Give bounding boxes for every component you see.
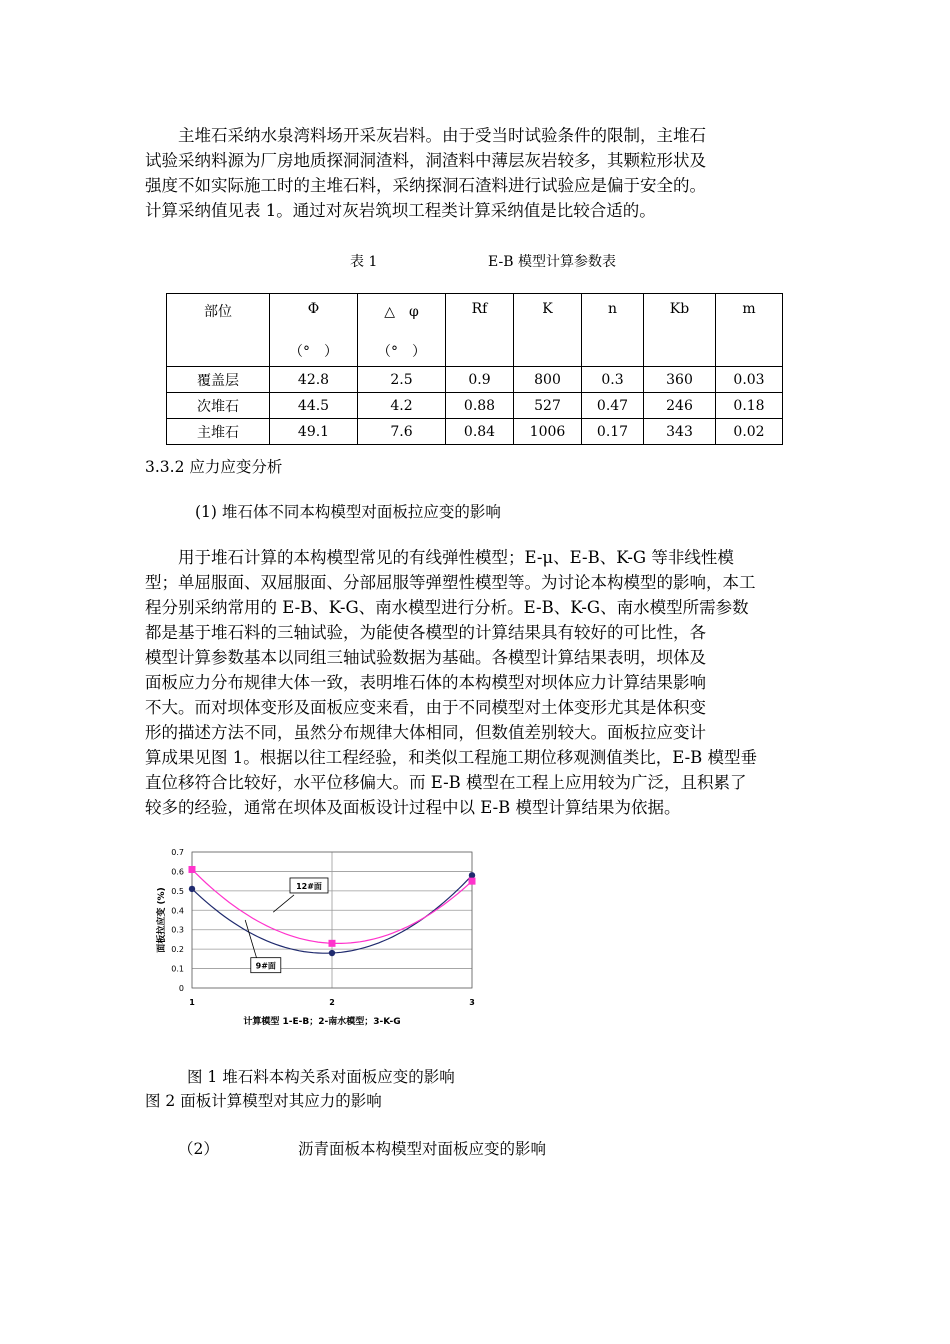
data-point: [469, 878, 476, 885]
paragraph-line: 程分别采纳常用的 E-B、K-G、南水模型进行分析。E-B、K-G、南水模型所需参数: [145, 598, 749, 617]
paragraph-line: 试验采纳料源为厂房地质探洞洞渣料，洞渣料中薄层灰岩较多，其颗粒形状及: [145, 151, 706, 170]
header-cell: Φ （° ）: [270, 294, 358, 367]
y-tick-label: 0.7: [171, 848, 184, 857]
table-cell: 0.02: [716, 419, 783, 445]
table-row: [167, 367, 783, 393]
x-tick-label: 1: [189, 998, 195, 1007]
data-point: [469, 872, 475, 878]
table-cell: 主堆石: [167, 419, 270, 445]
intro-paragraph: [145, 123, 805, 223]
table-cell: 0.18: [716, 393, 783, 419]
y-tick-label: 0.1: [171, 964, 184, 974]
table-cell: 42.8: [270, 367, 358, 393]
y-tick-label: 0.6: [171, 867, 184, 877]
paragraph-line: 型；单屈服面、双屈服面、分部屈服等弹塑性模型等。为讨论本构模型的影响，本工: [145, 573, 756, 592]
table-cell: 246: [644, 393, 716, 419]
table-cell: 0.03: [716, 367, 783, 393]
header-cell: Kb: [644, 294, 716, 367]
table-row: [167, 419, 783, 445]
table-cell: 360: [644, 367, 716, 393]
table-cell: 0.9: [446, 367, 514, 393]
table-cell: 2.5: [358, 367, 446, 393]
header-cell: △ φ （° ）: [358, 294, 446, 367]
x-axis-title: 计算模型 1-E-B；2-南水模型；3-K-G: [243, 1017, 401, 1027]
subheading-2-text: 沥青面板本构模型对面板应变的影响: [298, 1140, 547, 1158]
table-cell: 527: [514, 393, 582, 419]
y-axis-title: 面板拉应变 (%): [157, 887, 167, 953]
table-cell: 0.88: [446, 393, 514, 419]
series-label: 9#面: [255, 961, 276, 971]
table-cell: 0.3: [582, 367, 644, 393]
paragraph-line: 计算采纳值见表 1。通过对灰岩筑坝工程类计算采纳值是比较合适的。: [145, 201, 656, 220]
data-point: [329, 950, 335, 956]
paragraph-line: 主堆石采纳水泉湾料场开采灰岩料。由于受当时试验条件的限制，主堆石: [178, 126, 706, 145]
header-cell: m: [716, 294, 783, 367]
data-point: [189, 886, 195, 892]
series-label: 12#面: [296, 881, 322, 891]
subheading-1: (1) 堆石体不同本构模型对面板拉应变的影响: [195, 503, 501, 521]
figure1-caption: 图 1 堆石料本构关系对面板应变的影响: [187, 1068, 455, 1086]
table-cell: 1006: [514, 419, 582, 445]
table-cell: 800: [514, 367, 582, 393]
figure2-caption: 图 2 面板计算模型对其应力的影响: [145, 1092, 382, 1110]
table-label: 表 1: [350, 254, 378, 270]
x-tick-label: 3: [469, 998, 475, 1007]
table-cell: 0.84: [446, 419, 514, 445]
y-tick-label: 0.2: [171, 945, 184, 955]
subheading-2-number: （2）: [178, 1140, 219, 1158]
paragraph-line: 较多的经验，通常在坝体及面板设计过程中以 E-B 模型计算结果为依据。: [145, 798, 681, 817]
table-cell: 次堆石: [167, 393, 270, 419]
table-title: E-B 模型计算参数表: [488, 254, 616, 270]
paragraph-line: 强度不如实际施工时的主堆石料，采纳探洞石渣料进行试验应是偏于安全的。: [145, 176, 706, 195]
callout-leader: [245, 920, 257, 959]
body-paragraph: [145, 545, 805, 820]
header-cell: 部位: [167, 294, 270, 367]
x-tick-label: 2: [329, 998, 335, 1007]
strain-chart: [140, 840, 500, 1030]
chart-labels: [155, 848, 475, 1027]
paragraph-line: 面板应力分布规律大体一致，表明堆石体的本构模型对坝体应力计算结果影响: [145, 673, 706, 692]
y-tick-label: 0.5: [171, 886, 184, 896]
table-header-row: [167, 294, 783, 367]
header-cell: K: [514, 294, 582, 367]
table-cell: 0.47: [582, 393, 644, 419]
y-tick-label: 0: [178, 984, 184, 993]
table-cell: 49.1: [270, 419, 358, 445]
parameter-table: [166, 293, 783, 445]
header-cell: n: [582, 294, 644, 367]
paragraph-line: 算成果见图 1。根据以往工程经验，和类似工程施工期位移观测值类比，E-B 模型垂: [145, 748, 758, 767]
paragraph-line: 直位移符合比较好，水平位移偏大。而 E-B 模型在工程上应用较为广泛，且积累了: [145, 773, 747, 792]
data-point: [329, 940, 336, 947]
table-row: [167, 393, 783, 419]
paragraph-line: 都是基于堆石料的三轴试验，为能使各模型的计算结果具有较好的可比性，各: [145, 623, 706, 642]
table-cell: 7.6: [358, 419, 446, 445]
chart-grid: [192, 852, 472, 988]
paragraph-line: 形的描述方法不同，虽然分布规律大体相同，但数值差别较大。面板拉应变计: [145, 723, 706, 742]
section-heading: 3.3.2 应力应变分析: [145, 458, 283, 476]
y-tick-label: 0.3: [171, 925, 184, 935]
header-cell: Rf: [446, 294, 514, 367]
paragraph-line: 不大。而对坝体变形及面板应变来看，由于不同模型对土体变形尤其是体积变: [145, 698, 706, 717]
table-cell: 覆盖层: [167, 367, 270, 393]
callout-leader: [273, 895, 294, 912]
paragraph-line: 用于堆石计算的本构模型常见的有线弹性模型；E-μ、E-B、K-G 等非线性模: [178, 548, 734, 567]
paragraph-line: 模型计算参数基本以同组三轴试验数据为基础。各模型计算结果表明，坝体及: [145, 648, 706, 667]
table-cell: 343: [644, 419, 716, 445]
data-point: [189, 866, 196, 873]
table-cell: 44.5: [270, 393, 358, 419]
table-cell: 4.2: [358, 393, 446, 419]
table-cell: 0.17: [582, 419, 644, 445]
y-tick-label: 0.4: [171, 906, 184, 916]
